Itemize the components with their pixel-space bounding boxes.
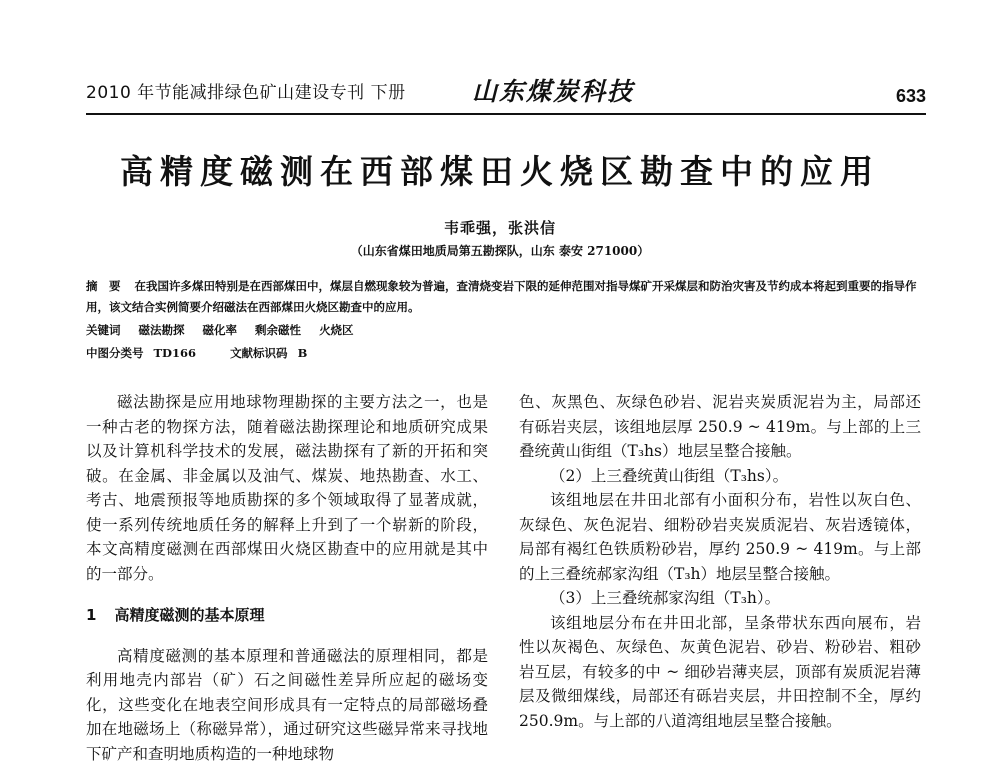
journal-logo: 山东煤炭科技 [472, 72, 634, 108]
doc-code-value: B [298, 346, 308, 360]
paragraph: 该组地层在井田北部有小面积分布，岩性以灰白色、灰绿色、灰色泥岩、细粉砂岩夹炭质泥岩、灰岩透镜体，局部有褐红色铁质粉砂岩，厚约 250.9 ~ 419m。与上部的上三叠统郝家沟组（T₃h）地层呈整合接触。 [519, 488, 921, 586]
intro-paragraph: 磁法勘探是应用地球物理勘探的主要方法之一，也是一种古老的物探方法，随着磁法勘探理论和地质研究成果以及计算机科学技术的发展，磁法勘探有了新的开拓和突破。在金属、非金属以及油气、煤炭、地热勘查、水工、考古、地震预报等地质勘探的多个领域取得了显著成就，使一系列传统地质任务的解释上升到了一个崭新的阶段，本文高精度磁测在西部煤田火烧区勘查中的应用就是其中的一部分。 [86, 390, 488, 586]
subsection-heading: （2）上三叠统黄山街组（T₃hs）。 [519, 464, 921, 489]
paragraph: 色、灰黑色、灰绿色砂岩、泥岩夹炭质泥岩为主，局部还有砾岩夹层，该组地层厚 250.9 ~ 419m。与上部的上三叠统黄山街组（T₃hs）地层呈整合接触。 [519, 390, 921, 464]
right-column [519, 390, 921, 733]
section-number: 1 [86, 606, 96, 624]
section-title: 高精度磁测的基本原理 [114, 606, 264, 624]
journal-name: 2010 年节能减排绿色矿山建设专刊 下册 [86, 78, 406, 103]
abstract-text: 在我国许多煤田特别是在西部煤田中，煤层自燃现象较为普遍，查清烧变岩下限的延伸范围对指导煤矿开采煤层和防治灾害及节约成本将起到重要的指导作用，该文结合实例简要介绍磁法在西部煤田火烧区勘查中的应用。 [86, 279, 917, 314]
affiliation: （山东省煤田地质局第五勘探队，山东 泰安 271000） [0, 242, 1000, 259]
keywords-label: 关键词 [86, 323, 121, 337]
paper-title: 高精度磁测在西部煤田火烧区勘查中的应用 [0, 146, 1000, 193]
page-number: 633 [896, 86, 926, 107]
authors: 韦乖强，张洪信 [0, 217, 1000, 238]
keyword: 磁法勘探 [139, 323, 185, 337]
abstract-label: 摘 要 [86, 279, 121, 293]
clc-value: TD166 [154, 346, 197, 360]
clc-label: 中图分类号 [86, 346, 144, 360]
abstract [86, 276, 926, 318]
header-rule [86, 113, 926, 115]
section-heading [86, 603, 488, 628]
running-header [86, 74, 926, 106]
keyword: 磁化率 [203, 323, 238, 337]
section-paragraph: 高精度磁测的基本原理和普通磁法的原理相同，都是利用地壳内部岩（矿）石之间磁性差异所应起的磁场变化，这些变化在地表空间形成具有一定特点的局部磁场叠加在地磁场上（称磁异常），通过研究这些磁异常来寻找地下矿产和查明地质构造的一种地球物 [86, 644, 488, 766]
keywords [86, 322, 368, 338]
paragraph: 该组地层分布在井田北部，呈条带状东西向展布，岩性以灰褐色、灰绿色、灰黄色泥岩、砂岩、粉砂岩、粗砂岩互层，有较多的中 ~ 细砂岩薄夹层，顶部有炭质泥岩薄层及微细煤线，局部还有砾岩夹层，井田控制不全，厚约 250.9m。与上部的八道湾组地层呈整合接触。 [519, 611, 921, 734]
keyword: 剩余磁性 [255, 323, 301, 337]
doc-code-label: 文献标识码 [230, 346, 288, 360]
keyword: 火烧区 [319, 323, 354, 337]
left-column [86, 390, 488, 766]
subsection-heading: （3）上三叠统郝家沟组（T₃h）。 [519, 586, 921, 611]
classification-line [86, 345, 317, 361]
